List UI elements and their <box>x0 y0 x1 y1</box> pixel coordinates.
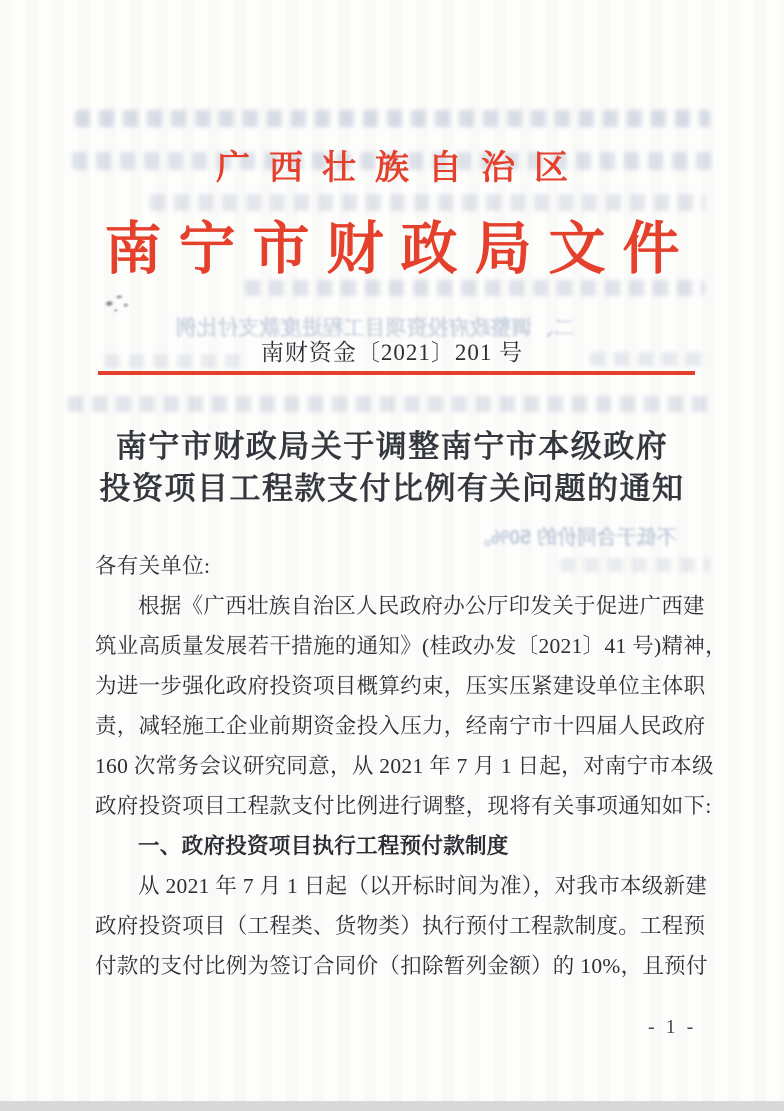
body-line: 政府投资项目（工程类、货物类）执行预付工程款制度。工程预 <box>95 914 706 938</box>
bleed-through-ghost-text: 二、调整政府投资项目工程进度款支付比例 <box>175 317 575 340</box>
body-line: 160 次常务会议研究同意，从 2021 年 7 月 1 日起，对南宁市本级 <box>95 754 714 778</box>
bleed-through-smudge-row <box>75 110 710 127</box>
document-title-line2: 投资项目工程款支付比例有关问题的通知 <box>99 471 685 506</box>
body-line: 筑业高质量发展若干措施的通知》(桂政办发〔2021〕41 号)精神， <box>95 634 727 658</box>
scan-edge-strip <box>0 1101 784 1111</box>
page-number: - 1 - <box>648 1016 697 1038</box>
body-line: 为进一步强化政府投资项目概算约束，压实压紧建设单位主体职 <box>95 674 706 698</box>
letterhead-red-rule <box>98 371 695 375</box>
document-number: 南财资金〔2021〕201 号 <box>260 340 524 365</box>
salutation: 各有关单位: <box>95 554 211 578</box>
section1-heading: 一、政府投资项目执行工程预付款制度 <box>138 834 509 858</box>
ink-smudge <box>98 286 137 317</box>
body-line: 付款的支付比例为签订合同价（扣除暂列金额）的 10%，且预付 <box>95 954 708 978</box>
document-title-line1: 南宁市财政局关于调整南宁市本级政府 <box>115 429 669 464</box>
bleed-through-ghost-text: 不低于合同价的 50%。 <box>471 527 677 549</box>
bleed-through-smudge-row <box>68 396 713 412</box>
letterhead-region-line: 广西壮族自治区 <box>216 150 587 187</box>
body-line: 责，减轻施工企业前期资金投入压力，经南宁市十四届人民政府 <box>95 714 706 738</box>
body-line: 政府投资项目工程款支付比例进行调整，现将有关事项通知如下: <box>95 794 712 818</box>
document-body <box>95 546 727 986</box>
document-title <box>0 426 784 510</box>
letterhead-issuer-line: 南宁市财政局文件 <box>104 218 697 281</box>
body-line: 根据《广西壮族自治区人民政府办公厅印发关于促进广西建 <box>138 594 705 618</box>
body-line: 从 2021 年 7 月 1 日起（以开标时间为准），对我市本级新建 <box>138 874 708 898</box>
